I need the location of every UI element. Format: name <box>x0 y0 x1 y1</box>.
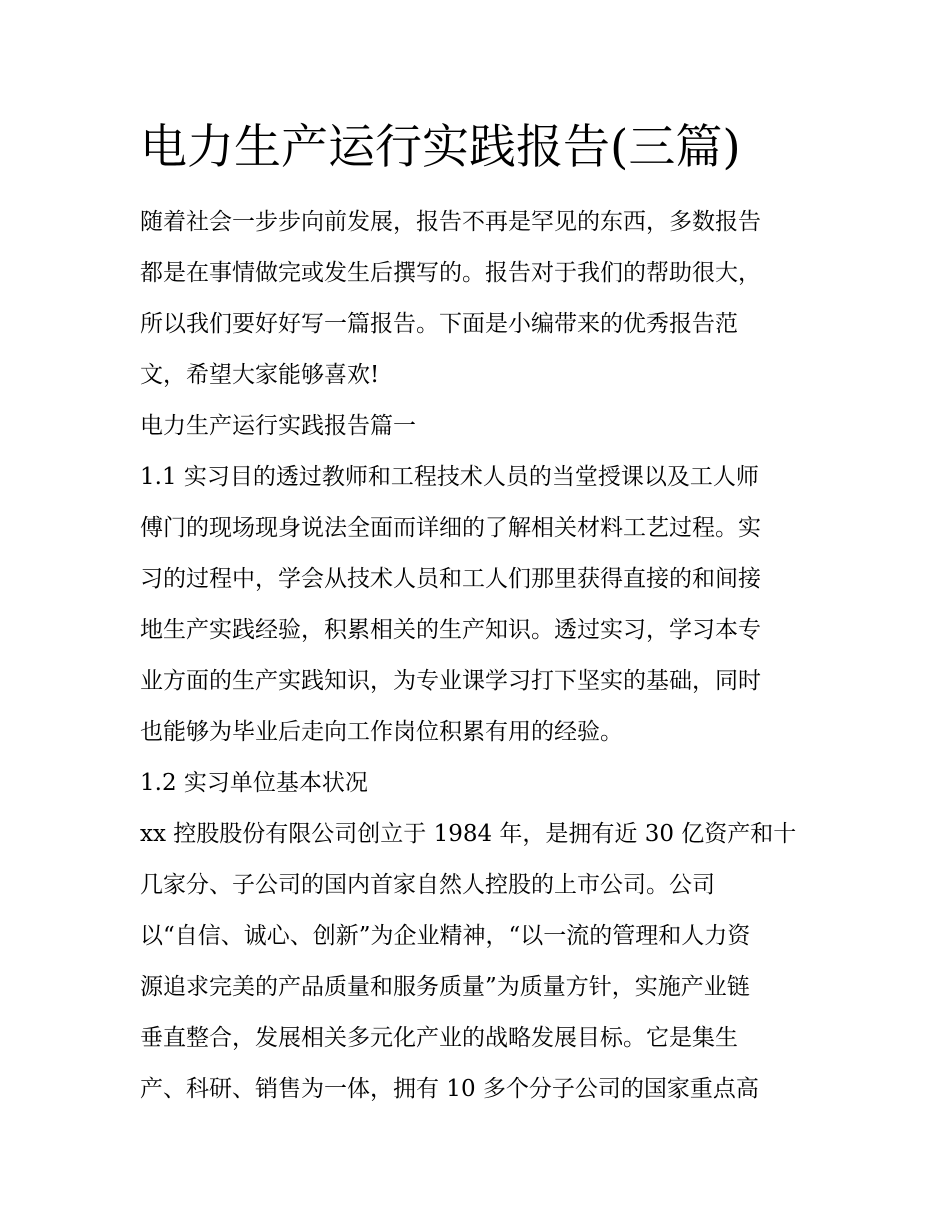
paragraph-line: 习的过程中，学会从技术人员和工人们那里获得直接的和间接 <box>140 566 761 592</box>
paragraph-line: 傅门的现场现身说法全面而详细的了解相关材料工艺过程。实 <box>140 515 761 541</box>
paragraph-line: xx 控股股份有限公司创立于 1984 年，是拥有近 30 亿资产和十 <box>140 821 797 847</box>
paragraph-line: 1.1 实习目的透过教师和工程技术人员的当堂授课以及工人师 <box>140 464 759 490</box>
intro-line-3: 所以我们要好好写一篇报告。下面是小编带来的优秀报告范 <box>140 311 738 337</box>
intro-line-4: 文，希望大家能够喜欢! <box>140 362 380 388</box>
paragraph-line: 地生产实践经验，积累相关的生产知识。透过实习，学习本专 <box>140 617 761 643</box>
intro-line-1: 随着社会一步步向前发展，报告不再是罕见的东西，多数报告 <box>140 209 761 235</box>
paragraph-line: 几家分、子公司的国内首家自然人控股的上市公司。公司 <box>140 872 715 898</box>
intro-line-2: 都是在事情做完或发生后撰写的。报告对于我们的帮助很大， <box>140 260 761 286</box>
document-title: 电力生产运行实践报告(三篇) <box>140 120 741 175</box>
subsection-heading: 1.2 实习单位基本状况 <box>140 770 368 796</box>
paragraph-line: 业方面的生产实践知识，为专业课学习打下坚实的基础，同时 <box>140 668 761 694</box>
section-heading: 电力生产运行实践报告篇一 <box>140 413 416 439</box>
paragraph-line: 产、科研、销售为一体，拥有 10 多个分子公司的国家重点高 <box>140 1076 759 1102</box>
paragraph-line: 也能够为毕业后走向工作岗位积累有用的经验。 <box>140 719 623 745</box>
paragraph-line: 以“自信、诚心、创新”为企业精神，“以一流的管理和人力资 <box>140 923 751 949</box>
paragraph-line: 垂直整合，发展相关多元化产业的战略发展目标。它是集生 <box>140 1025 738 1051</box>
paragraph-line: 源追求完美的产品质量和服务质量”为质量方针，实施产业链 <box>140 974 750 1000</box>
